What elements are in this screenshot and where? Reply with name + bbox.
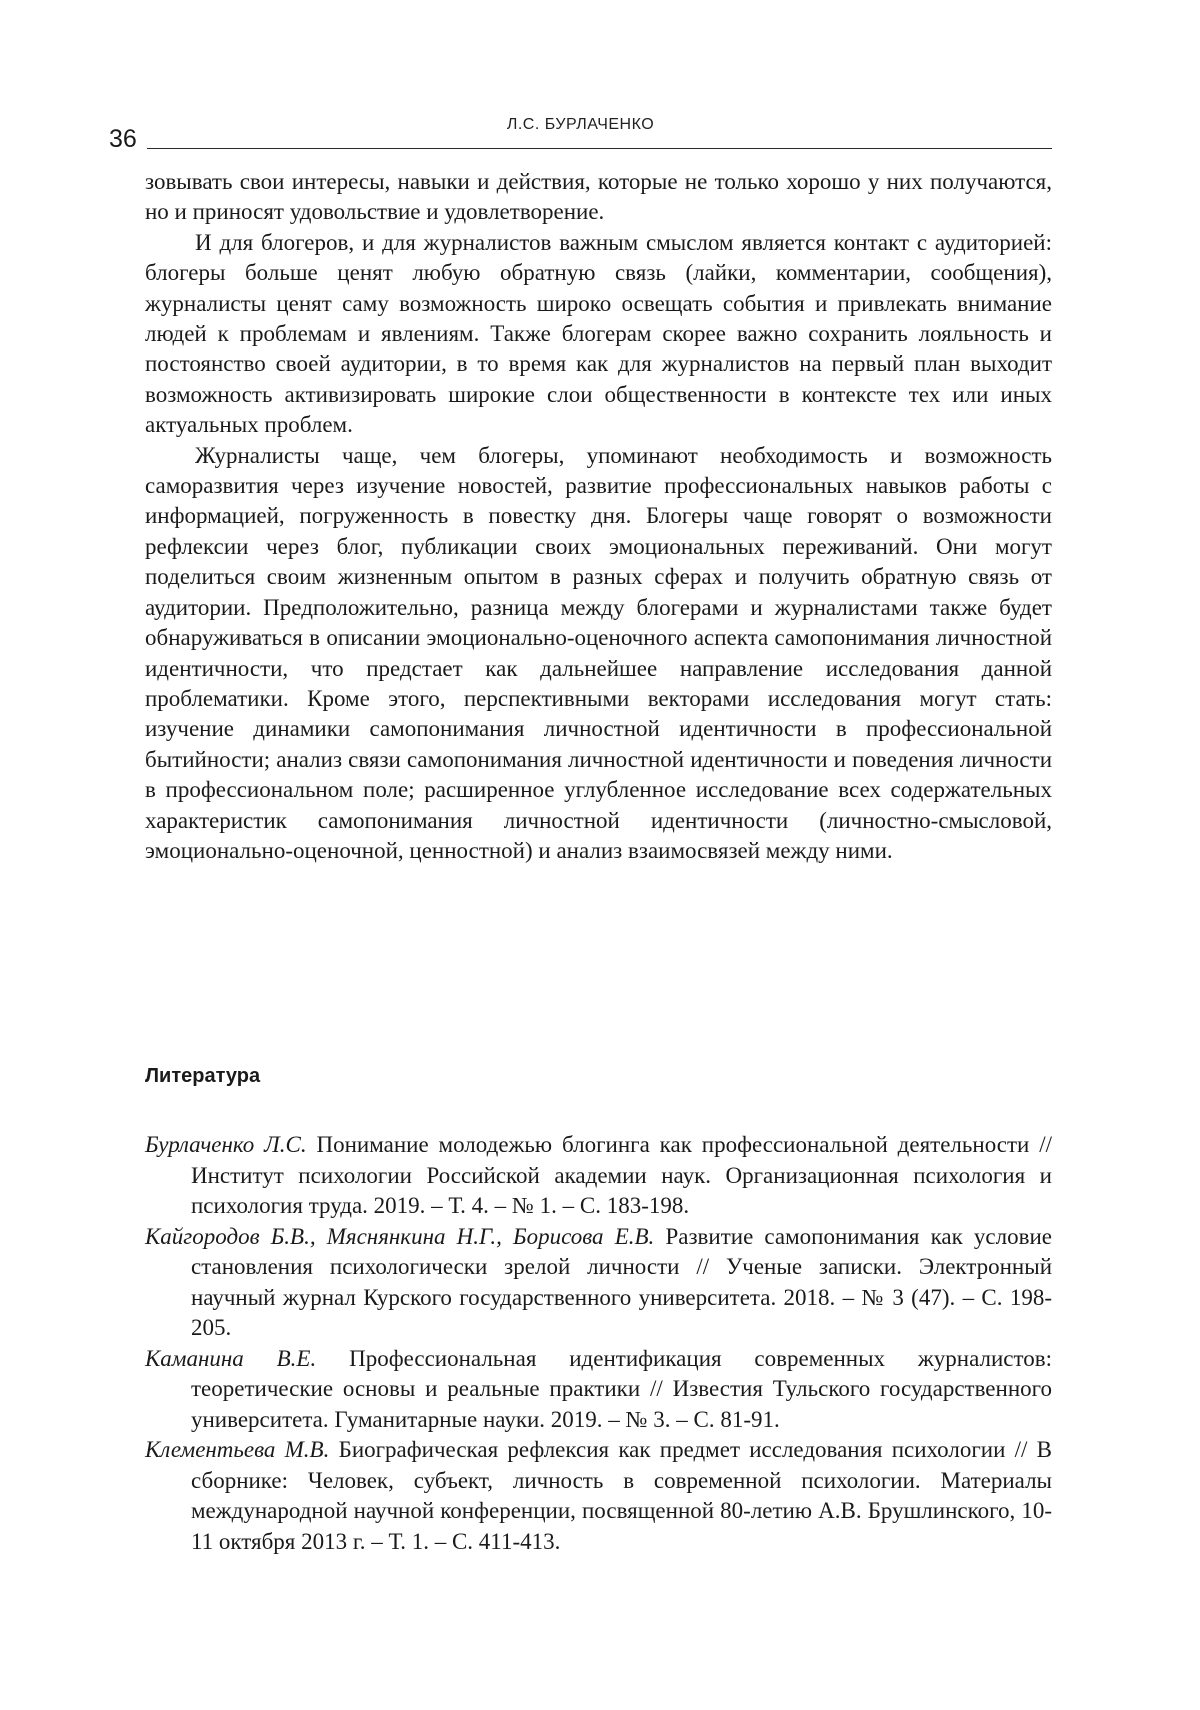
- references-list: [145, 1130, 1052, 1557]
- reference-authors: Клементьева М.В.: [145, 1437, 330, 1462]
- reference-item: [145, 1435, 1052, 1557]
- reference-item: [145, 1222, 1052, 1344]
- running-head: Л.С. БУРЛАЧЕНКО: [506, 116, 655, 133]
- reference-text: Профессиональная идентификация современных журналистов: теоретические основы и реальные практики // Известия Тульского государственного университета. Гуманитарные науки. 2019. – № 3. – С. 81-91.: [191, 1345, 1052, 1432]
- body-text: [145, 167, 1052, 866]
- paragraph-self-development: Журналисты чаще, чем блогеры, упоминают необходимость и возможность саморазвития через изучение новостей, развитие профессиональных навыков работы с информацией, погруженность в повестку дня. Блогеры чаще говорят о возможности рефлексии через блог, публикации своих эмоциональных переживаний. Они могут поделиться своим жизненным опытом в разных сферах и получить обратную связь от аудитории. Предположительно, разница между блогерами и журналистами также будет обнаруживаться в описании эмоционально-оценочного аспекта самопонимания личностной идентичности, что предстает как дальнейшее направление исследования данной проблематики. Кроме этого, перспективными векторами исследования могут стать: изучение динамики самопонимания личностной идентичности в профессиональной бытийности; анализ связи самопонимания личностной идентичности и поведения личности в профессиональном поле; расширенное углубленное исследование всех содержательных характеристик самопонимания личностной идентичности (личностно-смысловой, эмоционально-оценочной, ценностной) и анализ взаимосвязей между ними.: [145, 442, 1052, 863]
- paragraph-continued: зовывать свои интересы, навыки и действия, которые не только хорошо у них получаются, но и приносят удовольствие и удовлетворение.: [145, 169, 1052, 225]
- references-title: Литература: [145, 1065, 261, 1087]
- header-rule: [147, 148, 1052, 149]
- paragraph-audience-contact: И для блогеров, и для журналистов важным смыслом является контакт с аудиторией: блогеры больше ценят любую обратную связь (лайки, комментарии, сообщения), журналисты ценят саму возможность широко освещать события и привлекать внимание людей к проблемам и явлениям. Также блогерам скорее важно сохранить лояльность и постоянство своей аудитории, в то время как для журналистов на первый план выходит возможность активизировать широкие слои общественности в контексте тех или иных актуальных проблем.: [145, 229, 1052, 438]
- reference-authors: Кайгородов Б.В., Мяснянкина Н.Г., Борисова Е.В.: [145, 1223, 655, 1249]
- reference-item: [145, 1130, 1052, 1222]
- reference-authors: Каманина В.Е.: [145, 1345, 317, 1371]
- reference-item: [145, 1344, 1052, 1436]
- reference-text: Развитие самопонимания как условие становления психологически зрелой личности // Ученые записки. Электронный научный журнал Курского государственного университета. 2018. – № 3 (47). – С. 198-205.: [191, 1223, 1052, 1340]
- page-header: [109, 112, 1052, 152]
- reference-authors: Бурлаченко Л.С.: [145, 1132, 307, 1157]
- reference-text: Понимание молодежью блогинга как профессиональной деятельности // Институт психологии Российской академии наук. Организационная психология и психология труда. 2019. – Т. 4. – № 1. – С. 183-198.: [191, 1132, 1052, 1218]
- page-number: 36: [109, 125, 137, 153]
- reference-text: Биографическая рефлексия как предмет исследования психологии // В сборнике: Человек, субъект, личность в современной психологии. Материалы международной научной конференции, посвященной 80-летию А.В. Брушлинского, 10-11 октября 2013 г. – Т. 1. – С. 411-413.: [191, 1437, 1052, 1554]
